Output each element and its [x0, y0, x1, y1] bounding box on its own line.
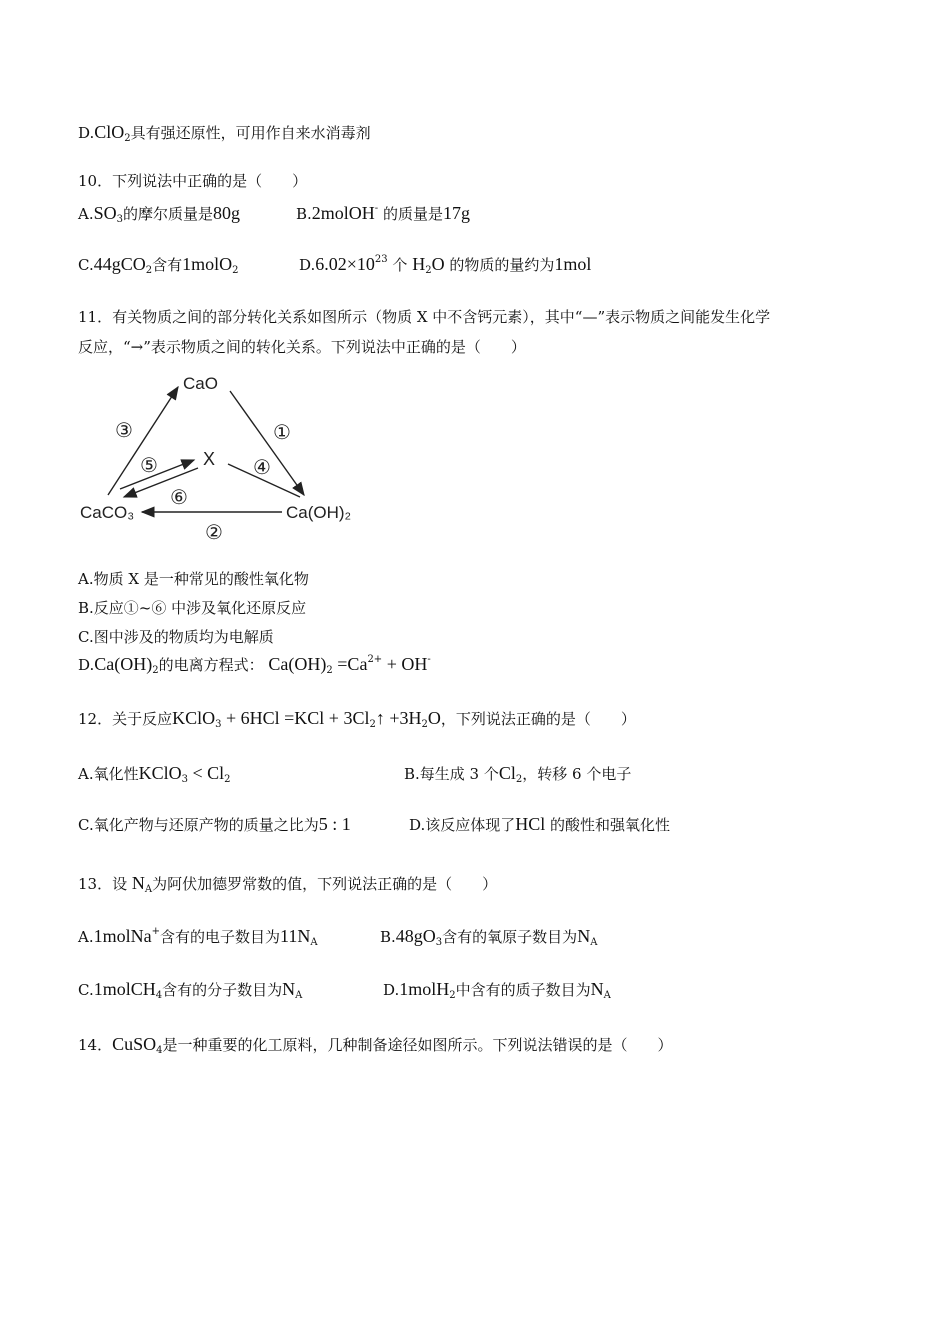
q10-stem: 10．下列说法中正确的是（ ） [78, 172, 308, 190]
node-x: X [203, 449, 216, 469]
q10-option-b: B.2molOH- 的质量是17g [296, 203, 470, 223]
node-caoh2: Ca(OH)₂ [286, 503, 352, 522]
label-3: ③ [115, 420, 133, 442]
label-6: ⑥ [170, 487, 188, 509]
q13-option-b: $B.48gO_3$含有的氧原子数目为$N_A$ [380, 926, 598, 948]
label-2: ② [205, 522, 223, 544]
q10-option-d: $D.6.02\times 10^{23}$ 个 $H_2O$ 的物质的量约为1mol [299, 254, 592, 276]
q11-stem-line1: 11．有关物质之间的部分转化关系如图所示（物质 X 中不含钙元素），其中“—”表示物质之间能发生化学 [78, 308, 771, 326]
q10-option-c: C.44gCO$_2$含有1molO$_2$ [78, 254, 239, 276]
q11-option-c: C.图中涉及的物质均为电解质 [78, 628, 274, 646]
q9-option-d: D.ClO$_2$具有强还原性，可用作自来水消毒剂 [78, 122, 371, 144]
q11-stem-line2: 反应，“→”表示物质之间的转化关系。下列说法中正确的是（ ） [78, 338, 526, 356]
q12-option-a: A.氧化性KClO$_3$ < $Cl_2$ [78, 763, 231, 785]
label-4: ④ [253, 457, 271, 479]
node-caco3: CaCO₃ [80, 503, 135, 522]
q13-option-c: C.1molCH$_4$含有的分子数目为$N_A$ [78, 979, 303, 1001]
node-cao: CaO [183, 374, 218, 393]
q11-option-b: B.反应①~⑥ 中涉及氧化还原反应 [78, 599, 307, 617]
q11-diagram [70, 365, 370, 550]
q14-stem: 14．CuSO$_4$是一种重要的化工原料，几种制备途径如图所示。下列说法错误的是（ ） [78, 1034, 673, 1056]
q12-stem: 12．关于反应KClO$_3$ + $6HCl =KCl + 3Cl_2↑ +3H_2O$，下列说法正确的是（ ） [78, 708, 636, 730]
label-1: ① [273, 422, 291, 444]
label-5: ⑤ [140, 455, 158, 477]
q13-option-a: A.1molNa+含有的电子数目为$11N_A$ [78, 926, 318, 948]
q13-option-d: D.1molH$_2$中含有的质子数目为$N_A$ [383, 979, 611, 1001]
q13-stem: 13．设 $N_A$为阿伏加德罗常数的值，下列说法正确的是（ ） [78, 873, 498, 895]
q12-option-b: B.每生成 3 个$Cl_2$，转移 6 个电子 [404, 763, 632, 785]
q12-option-c: C.氧化产物与还原产物的质量之比为5 : 1 [78, 814, 351, 834]
q11-option-d: $D.Ca(OH)_2$的电离方程式： $Ca(OH)_2 =Ca^{2+} + OH^-$ [78, 654, 431, 676]
q10-option-a: $A.SO_3$的摩尔质量是80g [78, 203, 241, 225]
q12-option-d: D.该反应体现了HCl 的酸性和强氧化性 [409, 814, 671, 834]
q11-option-a: A.物质 X 是一种常见的酸性氧化物 [78, 570, 309, 588]
arrow-1 [230, 391, 304, 495]
